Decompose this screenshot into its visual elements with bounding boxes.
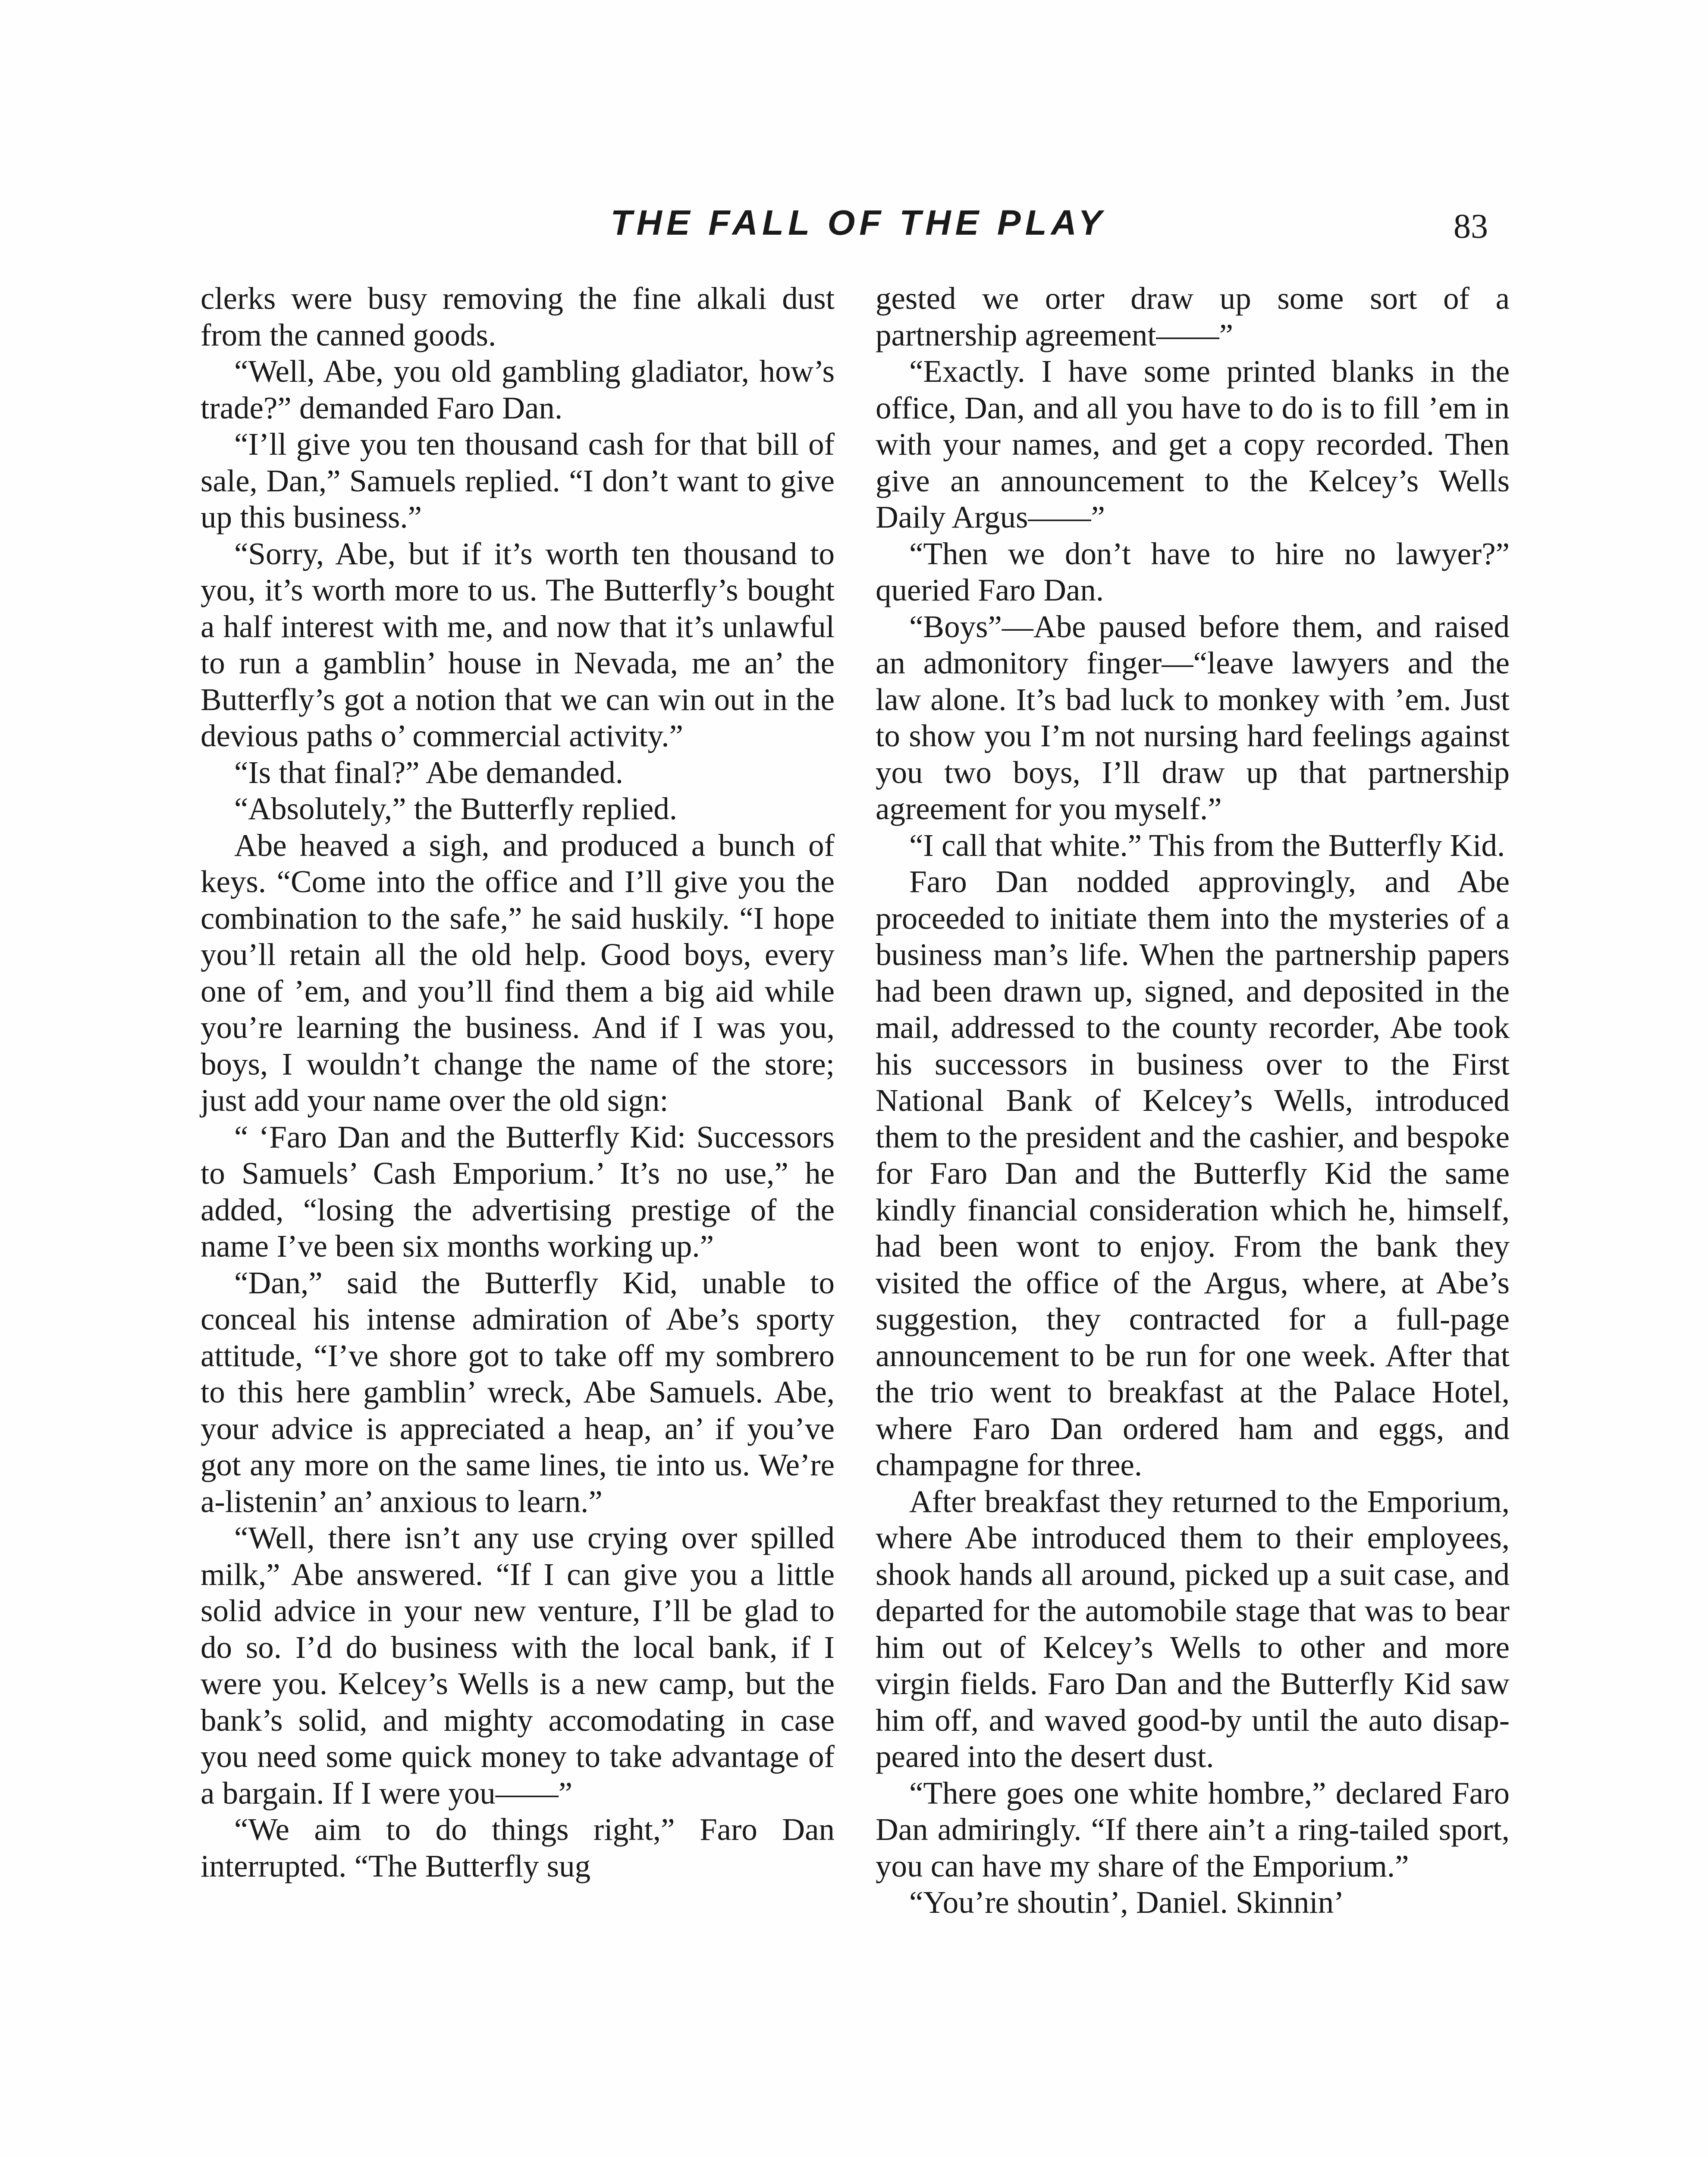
paragraph: “There goes one white hombre,” declared Faro Dan admiringly. “If there ain’t a ring-tailed sport, you can have my share of the Emporium.” xyxy=(876,1775,1510,1883)
paragraph: “Absolutely,” the Butterfly replied. xyxy=(234,791,678,826)
paragraph: “Boys”—Abe paused before them, and raised an admonitory finger—“leave lawyers and the law alone. It’s bad luck to monkey with ’em. Just to show you I’m not nursing hard feelings against you two boys, I’ll draw up that partnership agreement for you myself.” xyxy=(876,609,1510,826)
paragraph: “ ‘Faro Dan and the Butterfly Kid: Successors to Samuels’ Cash Emporium.’ It’s no use,” he added, “losing the advertising prestige of the name I’ve been six months working up.” xyxy=(201,1119,835,1264)
paragraph: “I call that white.” This from the Butterfly Kid. xyxy=(909,827,1505,863)
paragraph: gested we orter draw up some sort of a partnership agreement——” xyxy=(876,281,1510,352)
paragraph: “Is that final?” Abe demanded. xyxy=(234,755,623,790)
paragraph: “You’re shoutin’, Daniel. Skinnin’ xyxy=(909,1885,1344,1920)
page-number: 83 xyxy=(1454,208,1488,245)
paragraph: “We aim to do things right,” Faro Dan interrupted. “The Butterfly sug xyxy=(201,1812,835,1883)
running-title: THE FALL OF THE PLAY xyxy=(610,203,1106,242)
paragraph: “Exactly. I have some printed blanks in the office, Dan, and all you have to do is to fill ’em in with your names, and get a copy recorded. Then give an announcement to the Kelcey’s Wells Daily Argus——” xyxy=(876,354,1510,535)
paragraph: “Dan,” said the Butterfly Kid, unable to conceal his intense admiration of Abe’s sporty attitude, “I’ve shore got to take off my sombrero to this here gamblin’ wreck, Abe Samuels. Abe, your advice is appreciated a heap, an’ if you’ve got any more on the same lines, tie into us. We’re a-listenin’ an’ anxious to learn.” xyxy=(201,1265,835,1519)
paragraph: Faro Dan nodded approvingly, and Abe proceeded to initiate them into the mysteries of a business man’s life. When the partnership papers had been drawn up, signed, and deposited in the mail, addressed to the county recorder, Abe took his successors in business over to the First National Bank of Kelcey’s Wells, introduced them to the president and the cashier, and bespoke for Faro Dan and the Butterfly Kid the same kindly financial consideration which he, himself, had been wont to enjoy. From the bank they visited the office of the Argus, where, at Abe’s suggestion, they contracted for a full-page announcement to be run for one week. After that the trio went to breakfast at the Palace Hotel, where Faro Dan ordered ham and eggs, and champagne for three. xyxy=(876,864,1510,1482)
paragraph: “Then we don’t have to hire no lawyer?” queried Faro Dan. xyxy=(876,536,1510,607)
paragraph: “Well, Abe, you old gambling gladiator, how’s trade?” demanded Faro Dan. xyxy=(201,354,835,425)
paragraph: “Well, there isn’t any use crying over spilled milk,” Abe answered. “If I can give you a little solid advice in your new venture, I’ll be glad to do so. I’d do business with the local bank, if I were you. Kelcey’s Wells is a new camp, but the bank’s solid, and mighty accomodating in case you need some quick money to take advantage of a bargain. If I were you——” xyxy=(201,1520,835,1811)
paragraph: Abe heaved a sigh, and produced a bunch of keys. “Come into the office and I’ll give you the combination to the safe,” he said huskily. “I hope you’ll retain all the old help. Good boys, every one of ’em, and you’ll find them a big aid while you’re learning the business. And if I was you, boys, I wouldn’t change the name of the store; just add your name over the old sign: xyxy=(201,827,835,1118)
paragraph: “I’ll give you ten thousand cash for that bill of sale, Dan,” Samuels replied. “I don’t want to give up this business.” xyxy=(201,427,835,535)
text-column-right xyxy=(876,280,1510,1921)
paragraph: After breakfast they returned to the Emporium, where Abe introduced them to their employees, shook hands all around, picked up a suit case, and departed for the automobile stage that was to bear him out of Kelcey’s Wells to other and more virgin fields. Faro Dan and the Butterfly Kid saw him off, and waved good-by until the auto disappeared into the desert dust. xyxy=(876,1484,1510,1774)
text-column-left xyxy=(201,280,835,1884)
paragraph: “Sorry, Abe, but if it’s worth ten thousand to you, it’s worth more to us. The Butterfly’s bought a half interest with me, and now that it’s unlawful to run a gamblin’ house in Nevada, me an’ the Butterfly’s got a notion that we can win out in the devious paths o’ commercial activity.” xyxy=(201,536,835,753)
paragraph: clerks were busy removing the fine alkali dust from the canned goods. xyxy=(201,281,835,352)
